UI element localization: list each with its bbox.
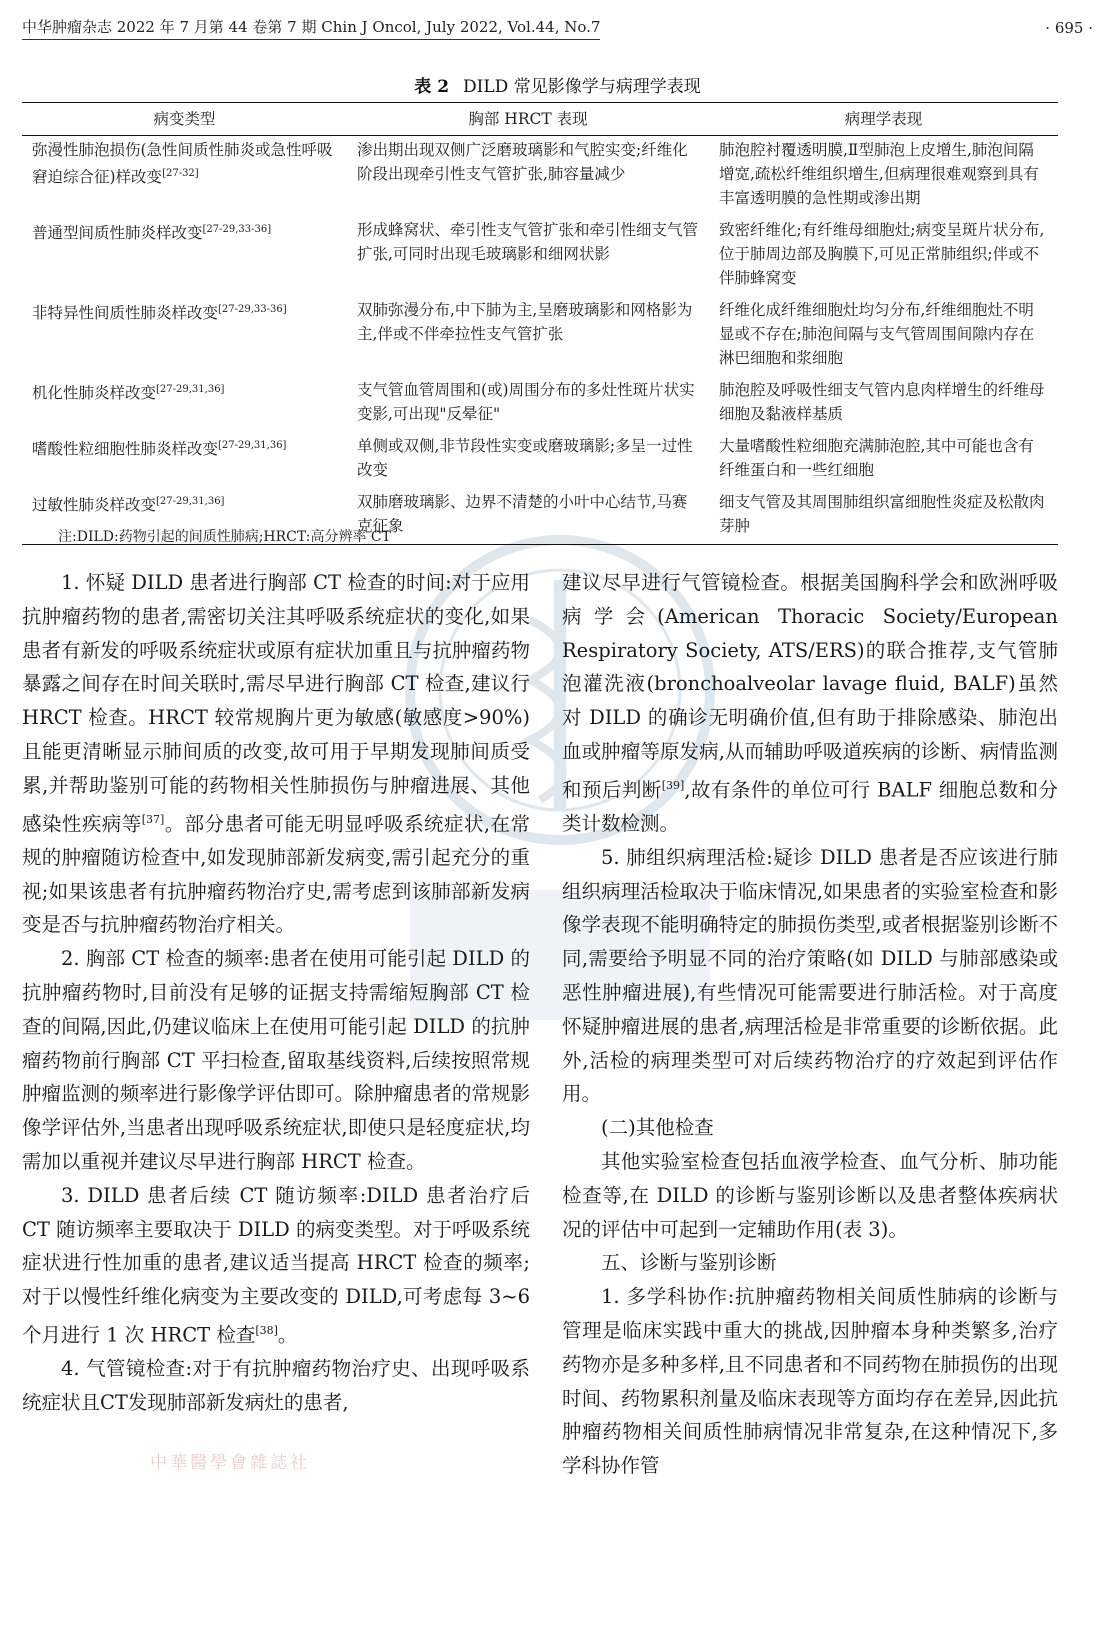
table-row	[22, 136, 1058, 217]
lesion-type-cell: 非特异性间质性肺炎样改变[27-29,33-36]	[32, 304, 287, 323]
table-row	[22, 376, 1058, 432]
pathology-cell: 细支气管及其周围肺组织富细胞性炎症及松散肉芽肿	[709, 488, 1058, 545]
table-number: 表 2	[414, 77, 450, 97]
column-header-pathology: 病理学表现	[709, 103, 1058, 136]
paragraph-bronchoscopy-cont: 建议尽早进行气管镜检查。根据美国胸科学会和欧洲呼吸病学会(American Thoracic Society/European Respiratory Society, ATS/ERS)的联合推荐,支气管肺泡灌洗液(bronchoalveolar lavage fluid, BALF)虽然对 DILD 的确诊无明确价值,但有助于排除感染、肺泡出血或肿瘤等原发病,从而辅助呼吸道疾病的诊断、病情监测和预后判断[39],故有条件的单位可行 BALF 细胞总数和分类计数检测。	[562, 571, 1058, 836]
paragraph-biopsy: 5. 肺组织病理活检:疑诊 DILD 患者是否应该进行肺组织病理活检取决于临床情况,如果患者的实验室检查和影像学表现不能明确特定的肺损伤类型,或者根据鉴别诊断不同,需要给予明显不同的治疗策略(如 DILD 与肺部感染或恶性肿瘤进展),有些情况可能需要进行肺活检。对于高度怀疑肿瘤进展的患者,病理活检是非常重要的诊断依据。此外,活检的病理类型可对后续药物治疗的疗效起到评估作用。	[562, 845, 1058, 1106]
journal-citation: 中华肿瘤杂志 2022 年 7 月第 44 卷第 7 期 Chin J Oncol, July 2022, Vol.44, No.7	[22, 16, 600, 40]
page-number: · 695 ·	[1045, 19, 1093, 37]
paragraph-ct-frequency: 2. 胸部 CT 检查的频率:患者在使用可能引起 DILD 的抗肿瘤药物时,目前没有足够的证据支持需缩短胸部 CT 检查的间隔,因此,仍建议临床上在使用可能引起 DILD 的抗肿瘤药物前行胸部 CT 平扫检查,留取基线资料,后续按照常规肿瘤监测的频率进行影像学评估即可。除肿瘤患者的常规影像学评估外,当患者出现呼吸系统症状,即使只是轻度症状,均需加以重视并建议尽早进行胸部 HRCT 检查。	[22, 947, 530, 1174]
hrct-cell: 双肺磨玻璃影、边界不清楚的小叶中心结节,马赛克征象	[347, 488, 709, 545]
lesion-type-cell: 过敏性肺炎样改变[27-29,31,36]	[22, 488, 347, 545]
paragraph-bronchoscopy: 4. 气管镜检查:对于有抗肿瘤药物治疗史、出现呼吸系统症状且CT发现肺部新发病灶的患者,	[22, 1357, 530, 1415]
table-row	[22, 216, 1058, 296]
citation-ref: [37]	[141, 812, 165, 826]
column-header-lesion-type: 病变类型	[22, 103, 347, 136]
subheading-other-tests: (二)其他检查	[601, 1116, 714, 1140]
citation-ref: [27-29,31,36]	[156, 496, 225, 507]
pathology-cell: 致密纤维化;有纤维母细胞灶;病变呈斑片状分布,位于肺周边部及胸膜下,可见正常肺组织;伴或不伴肺蜂窝变	[719, 221, 1045, 287]
hrct-cell: 渗出期出现双侧广泛磨玻璃影和气腔实变;纤维化阶段出现牵引性支气管扩张,肺容量减少	[357, 141, 688, 183]
paragraph-ct-timing: 1. 怀疑 DILD 患者进行胸部 CT 检查的时间:对于应用抗肿瘤药物的患者,需密切关注其呼吸系统症状的变化,如果患者有新发的呼吸系统症状或原有症状加重且与抗肿瘤药物暴露之间存在时间关联时,需尽早进行胸部 CT 检查,建议行 HRCT 检查。HRCT 较常规胸片更为敏感(敏感度>90%)且能更清晰显示肺间质的改变,故可用于早期发现肺间质受累,并帮助鉴别可能的药物相关性肺损伤与肿瘤进展、其他感染性疾病等[37]。部分患者可能无明显呼吸系统症状,在常规的肿瘤随访检查中,如发现肺部新发病变,需引起充分的重视;如果该患者有抗肿瘤药物治疗史,需考虑到该肺部新发病变是否与抗肿瘤药物治疗相关。	[22, 571, 530, 937]
publisher-watermark: 中華醫學會雜誌社	[150, 1453, 310, 1473]
lesion-type-cell: 弥漫性肺泡损伤(急性间质性肺炎或急性呼吸窘迫综合征)样改变[27-32]	[32, 141, 333, 187]
pathology-cell: 肺泡腔及呼吸性细支气管内息肉样增生的纤维母细胞及黏液样基质	[719, 381, 1045, 423]
lesion-type-cell: 嗜酸性粒细胞性肺炎样改变[27-29,31,36]	[32, 440, 287, 459]
table-footnote: 注:DILD:药物引起的间质性肺病;HRCT:高分辨率 CT	[58, 529, 391, 545]
hrct-cell: 形成蜂窝状、牵引性支气管扩张和牵引性细支气管扩张,可同时出现毛玻璃影和细网状影	[357, 221, 699, 263]
imaging-pathology-table	[22, 102, 1058, 545]
paragraph-mdt: 1. 多学科协作:抗肿瘤药物相关间质性肺病的诊断与管理是临床实践中重大的挑战,因肿瘤本身种类繁多,治疗药物亦是多种多样,且不同患者和不同药物在肺损伤的出现时间、药物累积剂量及临床表现等方面均存在差异,因此抗肿瘤药物相关间质性肺病情况非常复杂,在这种情况下,多学科协作管	[562, 1285, 1058, 1478]
paragraph-ct-followup: 3. DILD 患者后续 CT 随访频率:DILD 患者治疗后 CT 随访频率主要取决于 DILD 的病变类型。对于呼吸系统症状进行性加重的患者,建议适当提高 HRCT 检查的频率;对于以慢性纤维化病变为主要改变的 DILD,可考虑每 3~6 个月进行 1 次 HRCT 检查[38]。	[22, 1183, 530, 1347]
table-title: DILD 常见影像学与病理学表现	[463, 77, 701, 97]
citation-ref: [27-32]	[162, 168, 199, 179]
citation-ref: [38]	[255, 1324, 278, 1338]
hrct-cell: 单侧或双侧,非节段性实变或磨玻璃影;多呈一过性改变	[357, 437, 693, 479]
section-heading-diagnosis: 五、诊断与鉴别诊断	[601, 1251, 777, 1275]
right-column	[562, 566, 1058, 1483]
running-header	[22, 14, 1093, 42]
pathology-cell: 纤维化成纤维细胞灶均匀分布,纤维细胞灶不明显或不存在;肺泡间隔与支气管周围间隙内存在淋巴细胞和浆细胞	[719, 301, 1035, 367]
table-header-row	[22, 103, 1058, 136]
table-caption	[0, 72, 1115, 97]
table-row	[22, 296, 1058, 376]
hrct-cell: 支气管血管周围和(或)周围分布的多灶性斑片状实变影,可出现"反晕征"	[357, 381, 695, 423]
table-row	[22, 432, 1058, 488]
column-header-hrct: 胸部 HRCT 表现	[347, 103, 709, 136]
pathology-cell: 大量嗜酸性粒细胞充满肺泡腔,其中可能也含有纤维蛋白和一些红细胞	[719, 437, 1034, 479]
citation-ref: [39]	[661, 778, 685, 792]
paragraph-other-tests: 其他实验室检查包括血液学检查、血气分析、肺功能检查等,在 DILD 的诊断与鉴别诊断以及患者整体疾病状况的评估中可起到一定辅助作用(表 3)。	[562, 1150, 1058, 1241]
hrct-cell: 双肺弥漫分布,中下肺为主,呈磨玻璃影和网格影为主,伴或不伴牵拉性支气管扩张	[357, 301, 693, 343]
lesion-type-cell: 机化性肺炎样改变[27-29,31,36]	[32, 384, 225, 403]
pathology-cell: 肺泡腔衬覆透明膜,Ⅱ型肺泡上皮增生,肺泡间隔增宽,疏松纤维组织增生,但病理很难观察到具有丰富透明膜的急性期或渗出期	[719, 141, 1039, 207]
citation-ref: [27-29,33-36]	[218, 304, 287, 315]
lesion-type-cell: 普通型间质性肺炎样改变[27-29,33-36]	[32, 224, 272, 243]
citation-ref: [27-29,33-36]	[202, 224, 272, 235]
citation-ref: [27-29,31,36]	[218, 440, 287, 451]
citation-ref: [27-29,31,36]	[156, 384, 225, 395]
left-column	[22, 566, 530, 1420]
